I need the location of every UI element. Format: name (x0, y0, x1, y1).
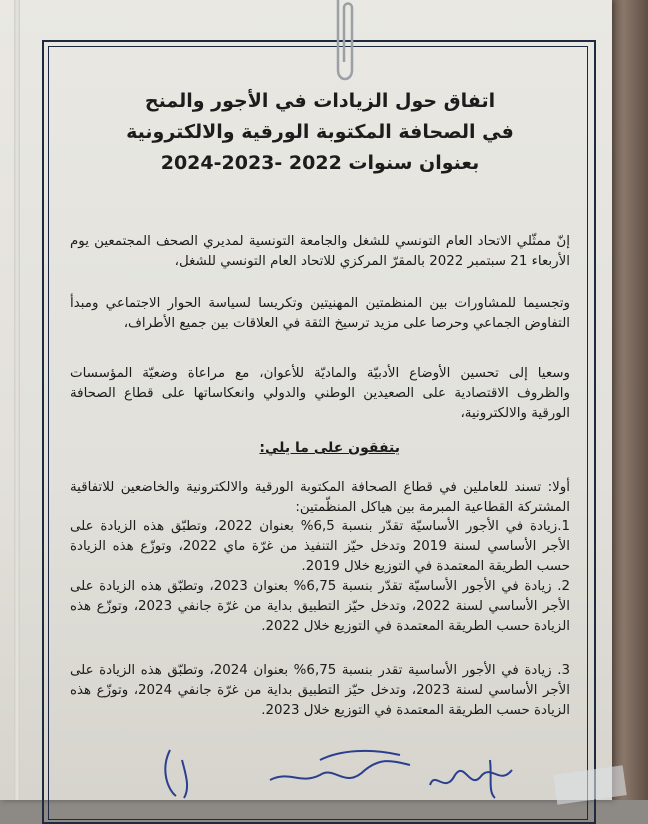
title-line-2: في الصحافة المكتوبة الورقية والالكترونية (126, 121, 514, 143)
clause-item-2: 2. زيادة في الأجور الأساسيّة تقدّر بنسبة 6,75% بعنوان 2023، وتطبّق هذه الزيادة على الأجر الأساسي لسنة 2022، وتدخل حيّز التطبيق بداية من غرّة جانفي 2023، وتوزّع هذه الزيادة حسب الطريقة المعتمدة في التوزيع خلال 2022. (70, 579, 571, 634)
signature-3 (430, 760, 512, 798)
agreement-heading: يتفقون على ما يلي: (259, 440, 400, 456)
signatures (120, 730, 540, 800)
signature-2 (270, 751, 410, 780)
first-clause: أولا: تسند للعاملين في قطاع الصحافة المكتوبة الورقية والالكترونية والخاضعين للاتفاقية المشتركة القطاعية المبرمة بين هياكل المنظّمتين: (70, 480, 570, 515)
intro-paragraph-1: إنّ ممثّلي الاتحاد العام التونسي للشغل والجامعة التونسية لمديري الصحف المجتمعين يوم الأربعاء 21 سبتمبر 2022 بالمقرّ المركزي للاتحاد العام التونسي للشغل، (70, 234, 570, 269)
document-title (70, 86, 570, 179)
signature-1 (165, 750, 187, 798)
title-line-3: بعنوان سنوات 2022 -2023-2024 (160, 152, 480, 174)
clause-item-3: 3. زيادة في الأجور الأساسية تقدر بنسبة 6,75% بعنوان 2024، وتطبّق هذه الزيادة على الأجر الأساسي لسنة 2023، وتدخل حيّز التطبيق بداية من غرّة جانفي 2024، وتوزّع هذه الزيادة حسب الطريقة المعتمدة في التوزيع خلال 2023. (70, 663, 571, 718)
table-surface (608, 0, 648, 800)
document-content (70, 80, 571, 718)
page-fold (14, 0, 20, 800)
title-line-1: اتفاق حول الزيادات في الأجور والمنح (144, 90, 496, 112)
intro-paragraph-3: وسعيا إلى تحسين الأوضاع الأدبيّة والماديّة للأعوان، مع مراعاة وضعيّة المؤسسات والظروف الاقتصادية على الصعيدين الوطني والدولي وانعكاساتها على قطاع الصحافة الورقية والالكترونية، (70, 366, 570, 421)
paper-clip (328, 0, 362, 92)
intro-paragraph-2: وتجسيما للمشاورات بين المنظمتين المهنيتين وتكريسا لسياسة الحوار الاجتماعي ومبدأ التفاوض الجماعي وحرصا على مزيد ترسيخ الثقة في العلاقات بين جميع الأطراف، (70, 296, 570, 331)
clause-item-1: 1.زيادة في الأجور الأساسيّة تقدّر بنسبة 6,5% بعنوان 2022، وتطبّق هذه الزيادة على الأجر الأساسي لسنة 2019 وتدخل حيّز التنفيذ من غرّة ماي 2022، وتوزّع هذه الزيادة حسب الطريقة المعتمدة في التوزيع خلال 2019. (70, 519, 570, 574)
